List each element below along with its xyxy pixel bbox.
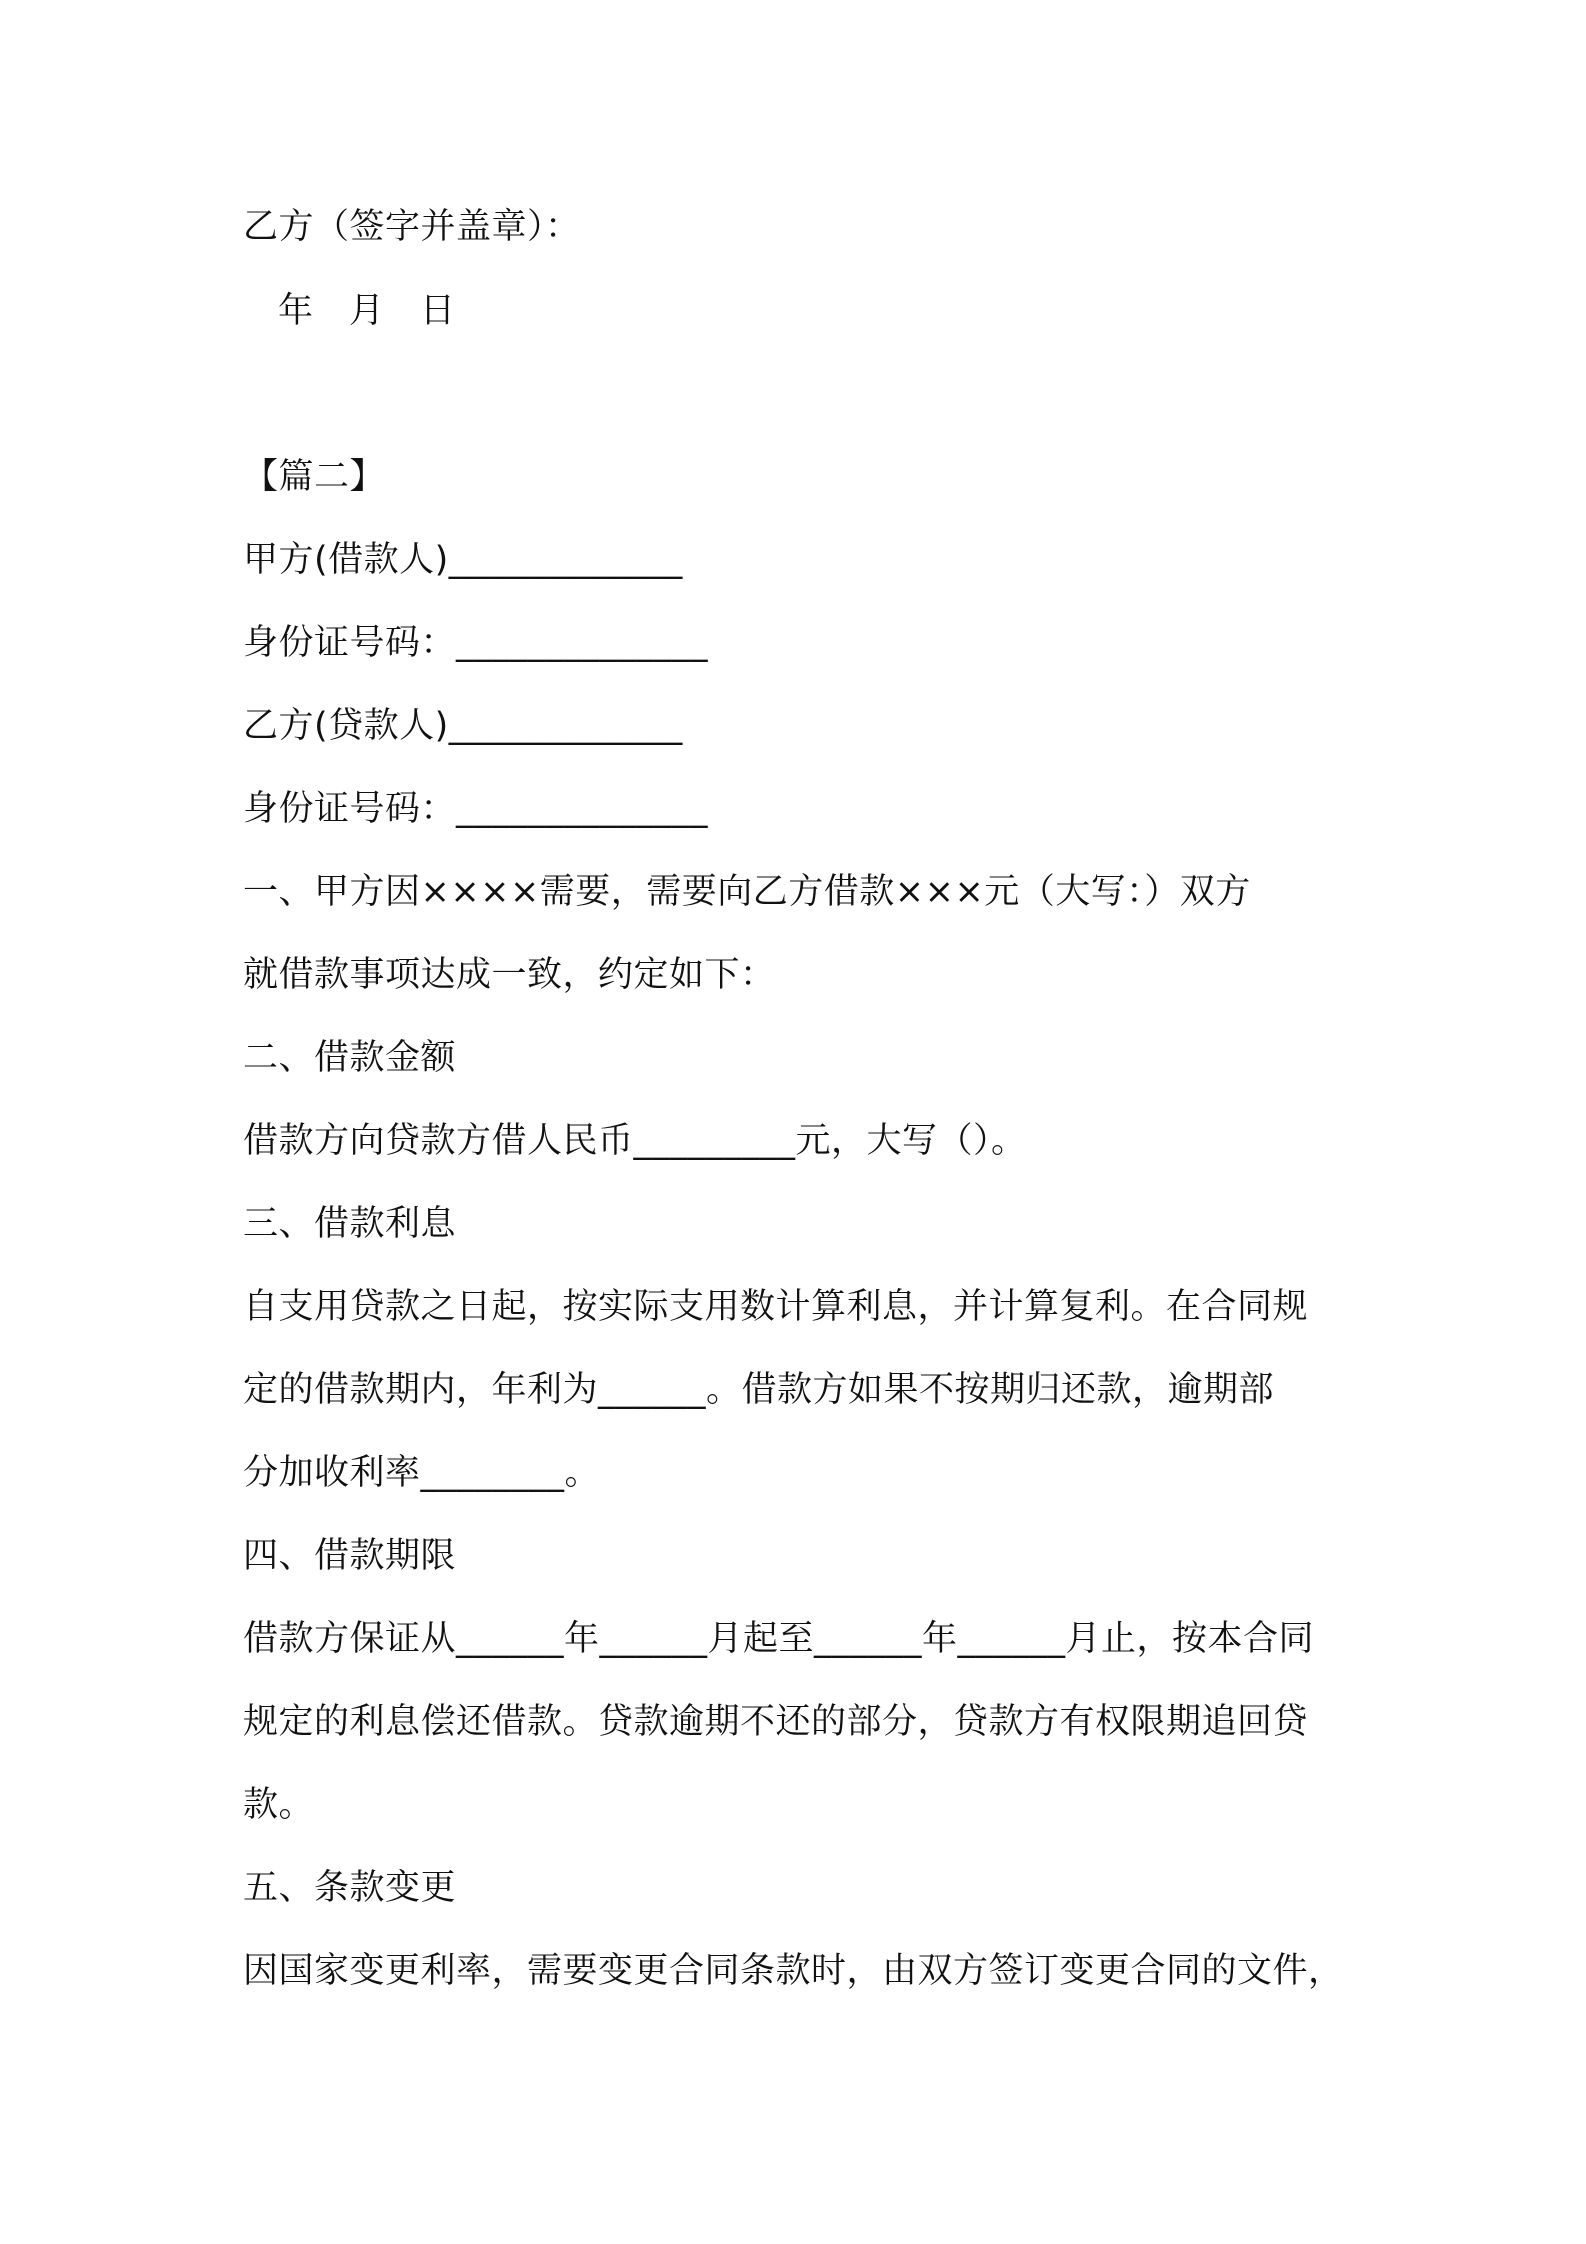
lender-id-line: 身份证号码：______________ xyxy=(243,789,709,829)
clause-four-body-line-1: 借款方保证从______年______月起至______年______月止，按本合同 xyxy=(243,1619,1315,1659)
clause-three-body-line-1: 自支用贷款之日起，按实际支用数计算利息，并计算复利。在合同规 xyxy=(243,1287,1309,1327)
clause-four-heading: 四、借款期限 xyxy=(243,1536,457,1576)
section-heading-part-two: 【篇二】 xyxy=(243,457,386,497)
clause-five-body-line-1: 因国家变更利率，需要变更合同条款时，由双方签订变更合同的文件， xyxy=(243,1951,1344,1991)
clause-four-body-line-3: 款。 xyxy=(243,1785,315,1825)
clause-one-line-1: 一、甲方因××××需要，需要向乙方借款×××元（大写：）双方 xyxy=(243,872,1251,912)
date-line: 年 月 日 xyxy=(278,291,456,331)
clause-three-heading: 三、借款利息 xyxy=(243,1204,457,1244)
party-b-signature-line: 乙方（签字并盖章）： xyxy=(243,207,581,247)
borrower-id-line: 身份证号码：______________ xyxy=(243,623,709,663)
clause-four-body-line-2: 规定的利息偿还借款。贷款逾期不还的部分，贷款方有权限期追回贷 xyxy=(243,1702,1309,1742)
borrower-line: 甲方(借款人)_____________ xyxy=(243,540,683,580)
clause-three-body-line-2: 定的借款期内，年利为______。借款方如果不按期归还款，逾期部 xyxy=(243,1370,1275,1410)
clause-five-heading: 五、条款变更 xyxy=(243,1868,457,1908)
lender-line: 乙方(贷款人)_____________ xyxy=(243,706,683,746)
clause-two-heading: 二、借款金额 xyxy=(243,1038,457,1078)
clause-three-body-line-3: 分加收利率________。 xyxy=(243,1453,601,1493)
clause-one-line-2: 就借款事项达成一致，约定如下： xyxy=(243,955,776,995)
clause-two-body: 借款方向贷款方借人民币_________元，大写（）。 xyxy=(243,1121,1027,1161)
